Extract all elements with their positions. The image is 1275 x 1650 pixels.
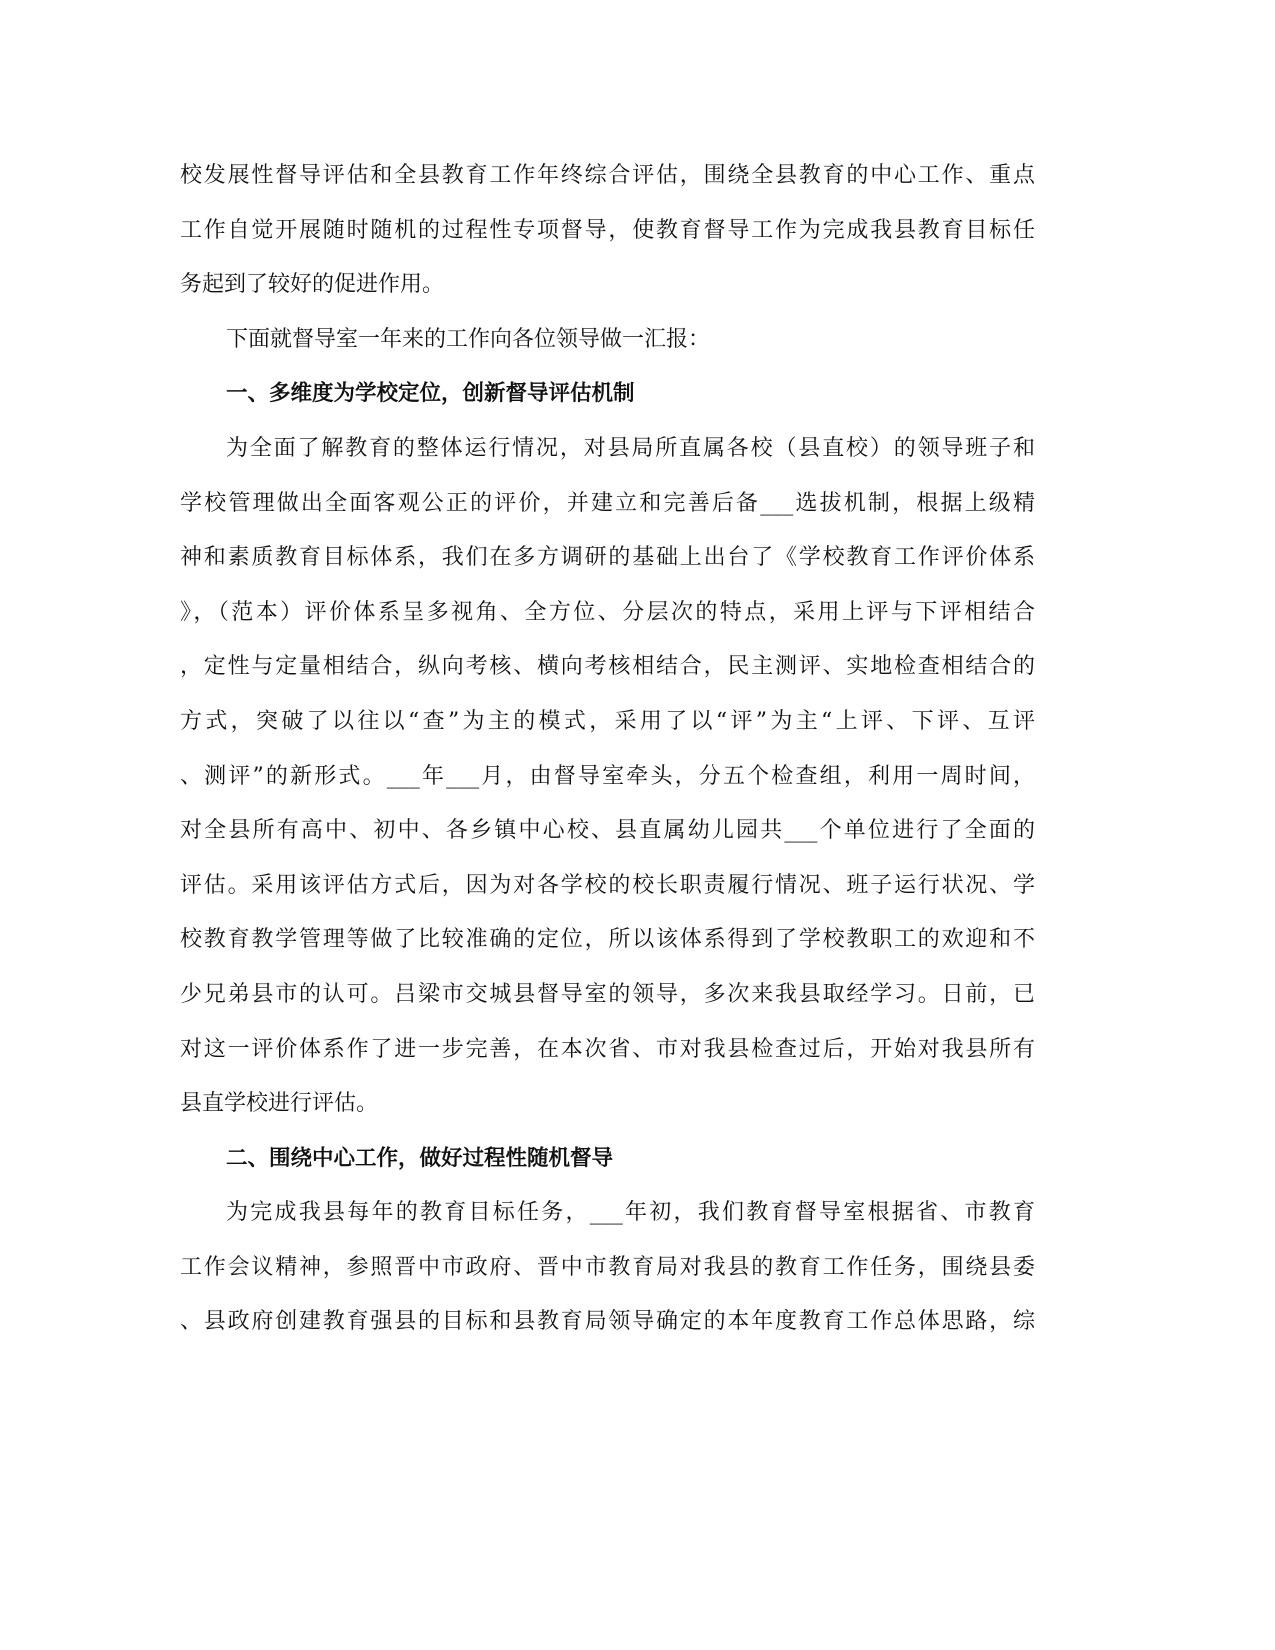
text-line: 》，（范本）评价体系呈多视角、全方位、分层次的特点，采用上评与下评相结合 [180, 599, 1035, 625]
section-heading-1: 一、多维度为学校定位，创新督导评估机制 [226, 381, 635, 407]
text-line: 学校管理做出全面客观公正的评价，并建立和完善后备___选拔机制，根据上级精 [180, 490, 1035, 516]
text-line: 校发展性督导评估和全县教育工作年终综合评估，围绕全县教育的中心工作、重点 [180, 163, 1035, 188]
text-line: 评估。采用该评估方式后，因为对各学校的校长职责履行情况、班子运行状况、学 [180, 872, 1035, 898]
text-line: 对全县所有高中、初中、各乡镇中心校、县直属幼儿园共___个单位进行了全面的 [180, 818, 1035, 844]
text-line: 工作会议精神，参照晋中市政府、晋中市教育局对我县的教育工作任务，围绕县委 [180, 1254, 1035, 1280]
text-line: 为完成我县每年的教育目标任务，___年初，我们教育督导室根据省、市教育 [226, 1200, 1035, 1226]
text-line: ，定性与定量相结合，纵向考核、横向考核相结合，民主测评、实地检查相结合的 [180, 654, 1035, 680]
text-line: 神和素质教育目标体系，我们在多方调研的基础上出台了《学校教育工作评价体系 [180, 545, 1035, 571]
text-line: 、县政府创建教育强县的目标和县教育局领导确定的本年度教育工作总体思路，综 [180, 1309, 1035, 1335]
text-line: 对这一评价体系作了进一步完善，在本次省、市对我县检查过后，开始对我县所有 [180, 1036, 1035, 1062]
text-line: 校教育教学管理等做了比较准确的定位，所以该体系得到了学校教职工的欢迎和不 [180, 927, 1035, 953]
document-body [180, 149, 1035, 1350]
text-line: 县直学校进行评估。 [180, 1091, 379, 1117]
text-line: 为全面了解教育的整体运行情况，对县局所直属各校（县直校）的领导班子和 [226, 435, 1035, 461]
section-heading-2: 二、围绕中心工作，做好过程性随机督导 [226, 1145, 614, 1171]
text-line: 方式，突破了以往以“查”为主的模式，采用了以“评”为主“上评、下评、互评 [180, 708, 1035, 734]
paragraph-intro: 下面就督导室一年来的工作向各位领导做一汇报： [226, 326, 711, 352]
text-line: 、测评”的新形式。___年___月，由督导室牵头，分五个检查组，利用一周时间， [180, 763, 1035, 789]
text-line: 少兄弟县市的认可。吕梁市交城县督导室的领导，多次来我县取经学习。日前，已 [180, 981, 1035, 1007]
text-line: 工作自觉开展随时随机的过程性专项督导，使教育督导工作为完成我县教育目标任 [180, 217, 1035, 243]
text-line: 务起到了较好的促进作用。 [180, 272, 445, 298]
